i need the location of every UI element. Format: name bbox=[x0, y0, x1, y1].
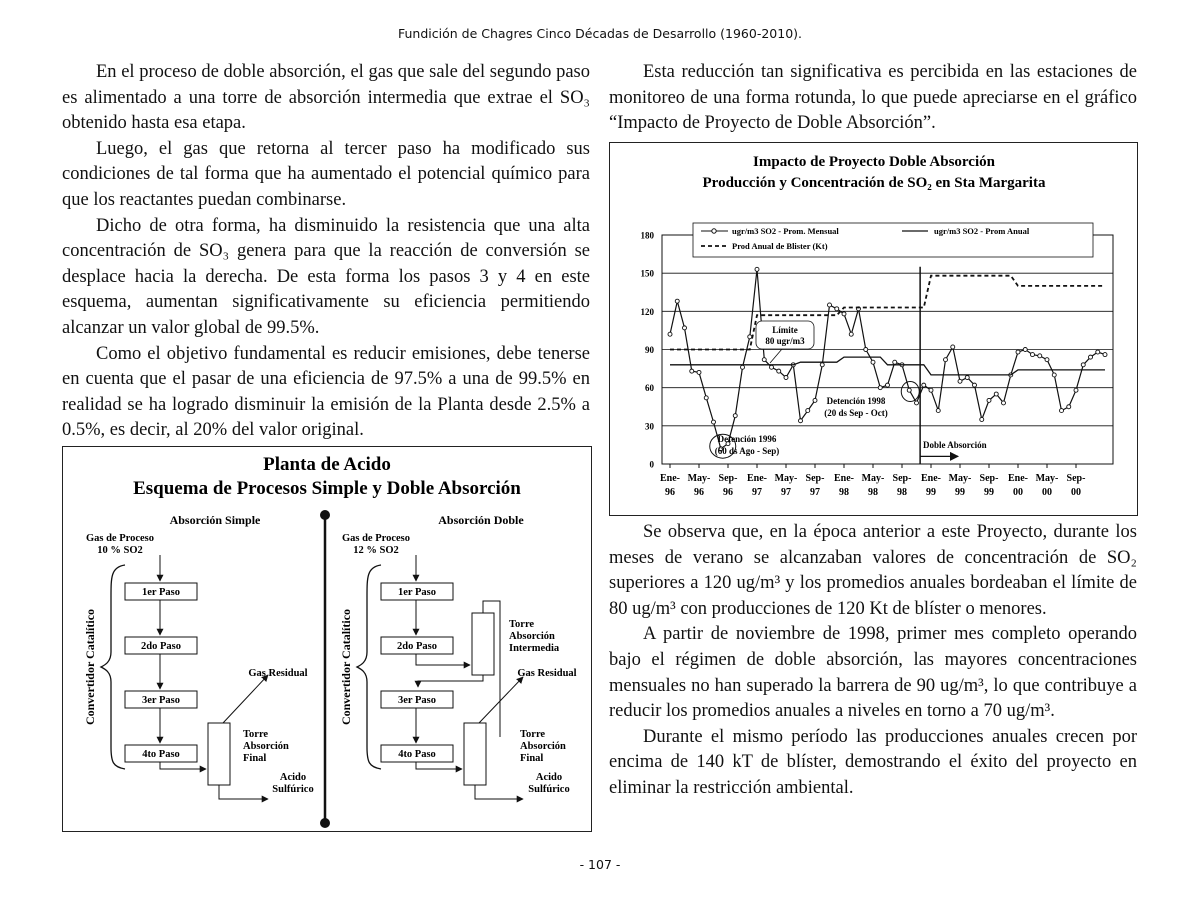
divider-dot-top bbox=[320, 510, 330, 520]
x-tick-label: Ene- bbox=[747, 473, 767, 484]
svg-text:1er Paso: 1er Paso bbox=[397, 587, 437, 598]
y-tick-label: 60 bbox=[645, 383, 654, 394]
simple-gas-label: Gas de Proceso bbox=[85, 533, 155, 544]
right-column-bottom bbox=[609, 520, 1137, 802]
x-tick-label: May- bbox=[774, 473, 798, 484]
series-line-production bbox=[670, 276, 1105, 350]
x-tick-label: 98 bbox=[839, 487, 849, 498]
data-point bbox=[755, 267, 759, 271]
svg-text:Sulfúrico: Sulfúrico bbox=[528, 784, 570, 795]
x-tick-label: Ene- bbox=[1008, 473, 1028, 484]
divider-dot-bottom bbox=[320, 818, 330, 828]
data-point bbox=[712, 420, 716, 424]
svg-text:Final: Final bbox=[243, 753, 267, 764]
x-tick-label: May- bbox=[948, 473, 972, 484]
svg-text:Sulfúrico: Sulfúrico bbox=[272, 784, 314, 795]
x-tick-label: 00 bbox=[1013, 487, 1023, 498]
running-header: Fundición de Chagres Cinco Décadas de Desarrollo (1960-2010). bbox=[397, 26, 803, 41]
data-point bbox=[842, 312, 846, 316]
data-point bbox=[784, 375, 788, 379]
x-tick-label: 96 bbox=[694, 487, 704, 498]
data-point bbox=[770, 365, 774, 369]
limit-pointer bbox=[770, 349, 782, 363]
chart-svg bbox=[610, 143, 1137, 515]
data-point bbox=[871, 360, 875, 364]
x-tick-label: Sep- bbox=[979, 473, 999, 484]
svg-text:3er Paso: 3er Paso bbox=[141, 695, 181, 706]
chart-subtitle: Producción y Concentración de SO₂ en Sta Margarita bbox=[702, 175, 1046, 191]
data-point bbox=[675, 299, 679, 303]
data-point bbox=[944, 358, 948, 362]
data-point bbox=[704, 396, 708, 400]
detention-1998-label: Detención 1998 bbox=[826, 396, 886, 406]
data-point bbox=[929, 388, 933, 392]
simple-gas-conc: 10 % SO2 bbox=[97, 545, 143, 556]
double-gas-conc: 12 % SO2 bbox=[353, 545, 399, 556]
data-point bbox=[1002, 401, 1006, 405]
svg-text:Torre: Torre bbox=[243, 729, 269, 740]
data-point bbox=[915, 401, 919, 405]
y-tick-label: 180 bbox=[640, 230, 654, 241]
simple-residual-label: Gas Residual bbox=[248, 668, 308, 679]
detention-1998-period: (20 ds Sep - Oct) bbox=[824, 408, 888, 418]
paragraph: Esta reducción tan significativa es percibida en las estaciones de monitoreo de una forma rotunda, lo que puede apreciarse en el gráfico “Impacto de Proyecto de Doble Absorción”. bbox=[609, 62, 1137, 134]
x-tick-label: May- bbox=[861, 473, 885, 484]
simple-heading: Absorción Simple bbox=[169, 513, 261, 527]
legend-marker-monthly bbox=[712, 229, 716, 233]
svg-text:Absorción: Absorción bbox=[243, 741, 289, 752]
svg-text:4to Paso: 4to Paso bbox=[142, 749, 180, 760]
y-tick-label: 90 bbox=[645, 345, 654, 355]
data-point bbox=[958, 379, 962, 383]
legend-production: Prod Anual de Blister (Kt) bbox=[732, 241, 828, 251]
x-tick-label: 97 bbox=[781, 487, 791, 498]
double-absorption-label: Doble Absorción bbox=[923, 440, 987, 450]
page-number: - 107 - bbox=[579, 857, 621, 872]
process-scheme-diagram bbox=[63, 447, 591, 831]
data-point bbox=[1031, 353, 1035, 357]
x-tick-label: May- bbox=[1035, 473, 1059, 484]
scheme-title: Planta de Acido bbox=[263, 454, 391, 475]
double-intermediate-tower bbox=[472, 613, 494, 675]
y-tick-label: 120 bbox=[640, 306, 654, 317]
chart-title: Impacto de Proyecto Doble Absorción bbox=[753, 154, 995, 170]
paragraph: Durante el mismo período las producciones anuales crecen por encima de 140 kT de blíster, demostrando el éxito del proyecto en eliminar la restricción ambiental. bbox=[609, 726, 1137, 798]
data-point bbox=[980, 417, 984, 421]
data-point bbox=[741, 365, 745, 369]
double-gas-label: Gas de Proceso bbox=[341, 533, 411, 544]
svg-text:Torre: Torre bbox=[509, 619, 535, 630]
data-point bbox=[1103, 353, 1107, 357]
data-point bbox=[1074, 388, 1078, 392]
data-point bbox=[820, 363, 824, 367]
data-point bbox=[668, 332, 672, 336]
double-absorption-scheme bbox=[339, 513, 577, 799]
x-tick-label: Sep- bbox=[892, 473, 912, 484]
scheme-subtitle: Esquema de Procesos Simple y Doble Absorción bbox=[133, 478, 521, 499]
data-point bbox=[893, 360, 897, 364]
paragraph: Luego, el gas que retorna al tercer paso ha modificado sus condiciones de tal forma que ha aumentado el potencial químico para que los reactantes puedan combinarse. bbox=[62, 138, 590, 210]
data-point bbox=[813, 398, 817, 402]
simple-absorption-scheme bbox=[83, 513, 314, 799]
data-point bbox=[683, 326, 687, 330]
y-tick-label: 30 bbox=[645, 421, 654, 432]
data-point bbox=[878, 386, 882, 390]
x-tick-label: 99 bbox=[984, 487, 994, 498]
svg-text:2do Paso: 2do Paso bbox=[397, 641, 437, 652]
paragraph: Como el objetivo fundamental es reducir emisiones, debe tenerse en cuenta que el pasar de una eficiencia de 97.5% a una de 99.5% en realidad se ha logrado disminuir la emisión de la Planta desde 2.5% a 0.5%, es decir, al 20% del valor original. bbox=[62, 343, 590, 441]
x-tick-label: Sep- bbox=[805, 473, 825, 484]
x-tick-label: Sep- bbox=[718, 473, 738, 484]
limit-label: Límite bbox=[772, 325, 798, 335]
left-column bbox=[62, 60, 590, 444]
svg-text:Intermedia: Intermedia bbox=[509, 643, 560, 654]
paragraph: En el proceso de doble absorción, el gas que sale del segundo paso es alimentado a una torre de absorción intermedia que extrae el SO₃ obtenido hasta esa etapa. bbox=[62, 62, 590, 134]
svg-text:3er Paso: 3er Paso bbox=[397, 695, 437, 706]
x-tick-label: 00 bbox=[1042, 487, 1052, 498]
data-point bbox=[1067, 405, 1071, 409]
data-point bbox=[762, 358, 766, 362]
svg-text:Torre: Torre bbox=[520, 729, 546, 740]
x-tick-label: Sep- bbox=[1066, 473, 1086, 484]
simple-converter-label: Convertidor Catalítico bbox=[83, 608, 97, 726]
data-point bbox=[697, 370, 701, 374]
so2-impact-chart bbox=[609, 142, 1138, 516]
data-point bbox=[1096, 350, 1100, 354]
simple-converter-brace bbox=[101, 565, 125, 769]
data-point bbox=[1038, 354, 1042, 358]
data-point bbox=[799, 419, 803, 423]
double-converter-brace bbox=[357, 565, 381, 769]
x-tick-label: 98 bbox=[897, 487, 907, 498]
right-column bbox=[609, 60, 1137, 137]
data-point bbox=[806, 409, 810, 413]
data-point bbox=[907, 388, 911, 392]
x-tick-label: 99 bbox=[955, 487, 965, 498]
data-point bbox=[1060, 409, 1064, 413]
double-final-tower bbox=[464, 723, 486, 785]
data-point bbox=[936, 409, 940, 413]
data-point bbox=[987, 398, 991, 402]
svg-text:Absorción: Absorción bbox=[509, 631, 555, 642]
data-point bbox=[748, 335, 752, 339]
data-point bbox=[849, 332, 853, 336]
data-point bbox=[1052, 373, 1056, 377]
legend-annual: ugr/m3 SO2 - Prom Anual bbox=[934, 226, 1030, 236]
x-tick-label: May- bbox=[687, 473, 711, 484]
svg-text:Acido: Acido bbox=[279, 772, 307, 783]
paragraph: Dicho de otra forma, ha disminuido la resistencia que una alta concentración de SO₃ genera para que la reacción de conversión se desplace hacia la derecha. De esta forma los pasos 3 y 4 en este esquema, aumentan significativamente su eficiencia permitiendo alcanzar un valor global de 99.5%. bbox=[62, 215, 590, 338]
limit-value: 80 ugr/m3 bbox=[765, 336, 805, 346]
x-tick-label: 00 bbox=[1071, 487, 1081, 498]
data-point bbox=[1016, 350, 1020, 354]
data-point bbox=[951, 345, 955, 349]
chart-legend bbox=[693, 223, 1093, 257]
data-point bbox=[922, 383, 926, 387]
x-tick-label: 96 bbox=[665, 487, 675, 498]
x-tick-label: 96 bbox=[723, 487, 733, 498]
data-point bbox=[1081, 363, 1085, 367]
svg-text:1er Paso: 1er Paso bbox=[141, 587, 181, 598]
x-tick-label: 97 bbox=[810, 487, 820, 498]
x-tick-label: 98 bbox=[868, 487, 878, 498]
data-point bbox=[973, 383, 977, 387]
svg-text:Acido: Acido bbox=[535, 772, 563, 783]
process-scheme-figure bbox=[62, 446, 592, 832]
x-tick-label: 97 bbox=[752, 487, 762, 498]
data-point bbox=[1045, 358, 1049, 362]
data-point bbox=[1023, 348, 1027, 352]
detention-1996-period: (60 ds Ago - Sep) bbox=[714, 446, 780, 456]
data-point bbox=[864, 348, 868, 352]
svg-text:Absorción: Absorción bbox=[520, 741, 566, 752]
y-tick-label: 150 bbox=[640, 268, 654, 279]
data-point bbox=[733, 414, 737, 418]
paragraph: Se observa que, en la época anterior a este Proyecto, durante los meses de verano se alcanzaban valores de concentración de SO₂ superiores a 120 ug/m³ y los promedios anuales bordeaban el límite de 80 ug/m³ con producciones de 120 Kt de blíster o menores. bbox=[609, 522, 1137, 619]
y-tick-label: 0 bbox=[649, 459, 654, 470]
legend-monthly: ugr/m3 SO2 - Prom. Mensual bbox=[732, 226, 839, 236]
x-tick-label: Ene- bbox=[660, 473, 680, 484]
detention-1996-label: Detención 1996 bbox=[717, 434, 777, 444]
paragraph: A partir de noviembre de 1998, primer mes completo operando bajo el régimen de doble absorción, las mayores concentraciones mensuales no han superado la barrera de 90 ug/m³, lo que contribuye a reducir los promedios anuales a niveles en torno a 70 ug/m³. bbox=[609, 624, 1137, 722]
series-line-annual bbox=[670, 357, 1105, 375]
double-converter-label: Convertidor Catalítico bbox=[339, 608, 353, 726]
svg-text:4to Paso: 4to Paso bbox=[398, 749, 436, 760]
data-point bbox=[965, 375, 969, 379]
data-point bbox=[828, 303, 832, 307]
double-residual-label: Gas Residual bbox=[517, 668, 577, 679]
data-point bbox=[690, 369, 694, 373]
simple-final-tower bbox=[208, 723, 230, 785]
x-tick-label: Ene- bbox=[834, 473, 854, 484]
data-point bbox=[1089, 355, 1093, 359]
data-point bbox=[835, 307, 839, 311]
data-point bbox=[994, 392, 998, 396]
x-tick-label: Ene- bbox=[921, 473, 941, 484]
double-heading: Absorción Doble bbox=[438, 513, 524, 527]
series-line-monthly bbox=[670, 269, 1105, 448]
data-point bbox=[777, 369, 781, 373]
x-tick-label: 99 bbox=[926, 487, 936, 498]
data-point bbox=[886, 383, 890, 387]
svg-text:Final: Final bbox=[520, 753, 544, 764]
svg-text:2do Paso: 2do Paso bbox=[141, 641, 181, 652]
